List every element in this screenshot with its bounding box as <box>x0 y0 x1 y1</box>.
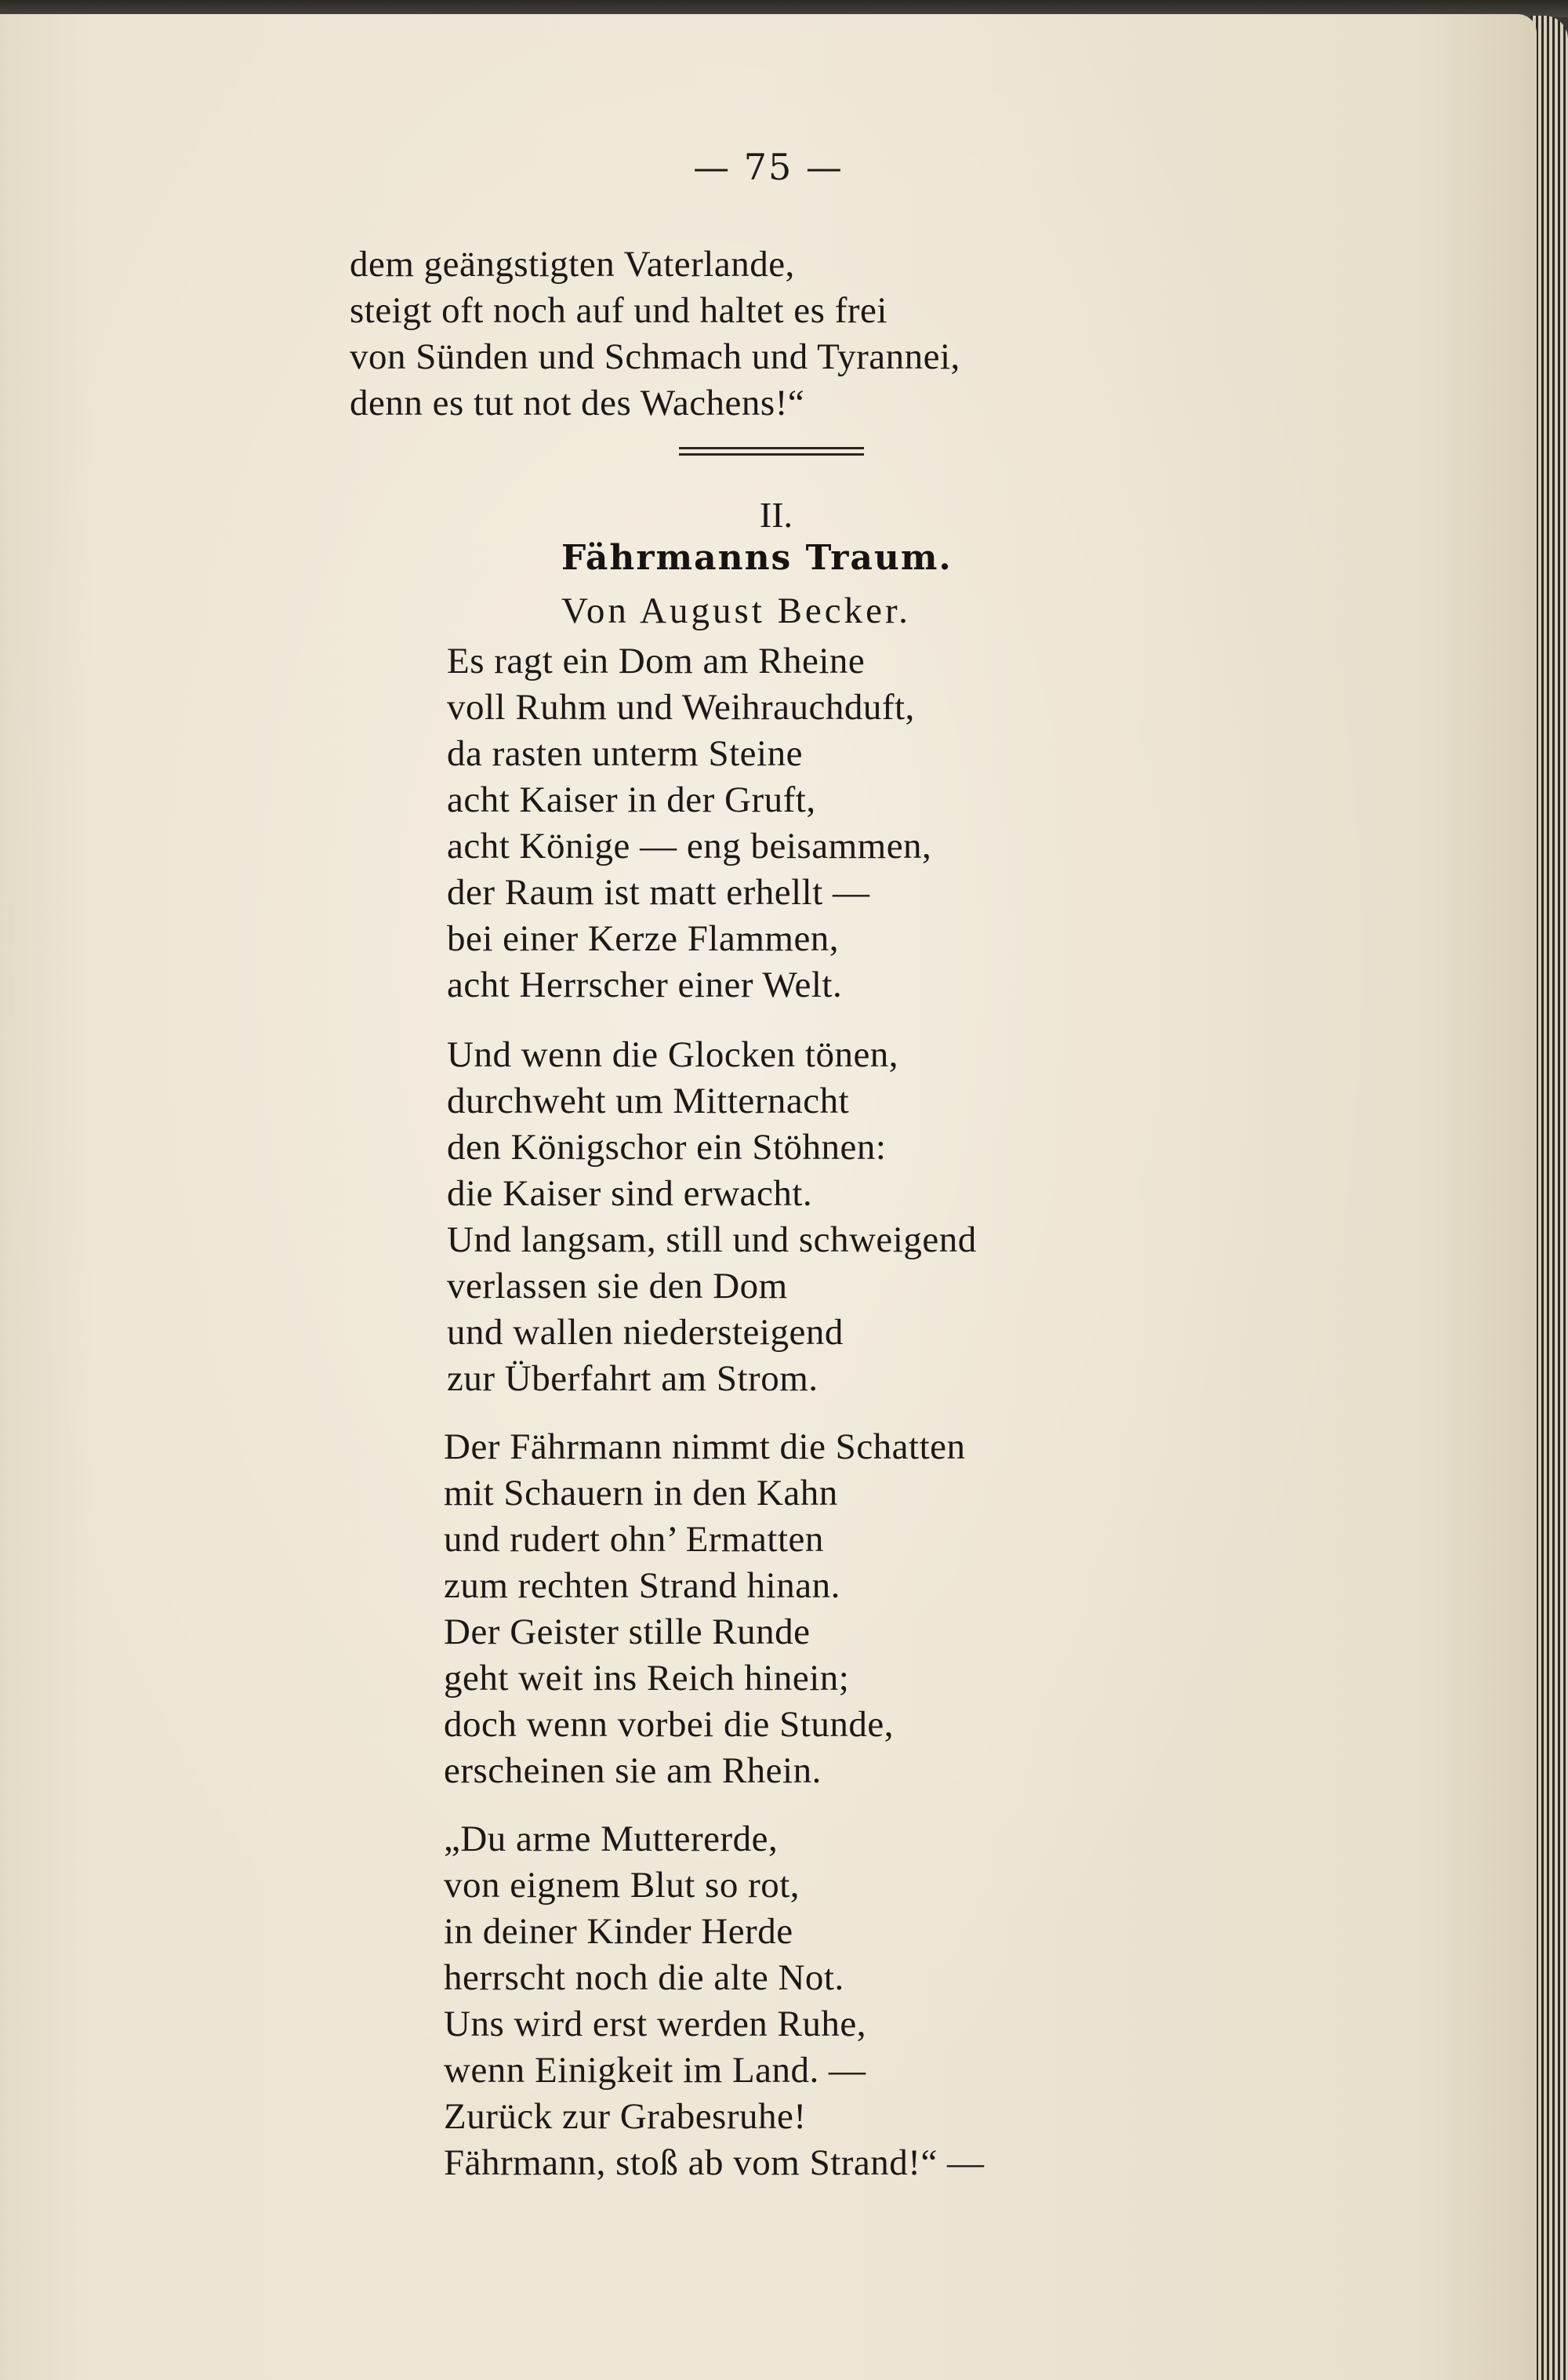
stanza1-line6: der Raum ist matt erhellt — <box>447 872 870 913</box>
book-page <box>0 14 1537 2380</box>
poem-author: Von August Becker. <box>561 590 911 631</box>
stanza3-line7: doch wenn vorbei die Stunde, <box>444 1704 894 1745</box>
stanza1-line3: da rasten unterm Steine <box>447 733 803 774</box>
opening-line-3: von Sünden und Schmach und Tyrannei, <box>350 336 960 377</box>
stanza2-line2: durchweht um Mitternacht <box>447 1081 850 1121</box>
section-numeral: II. <box>759 495 793 535</box>
stanza4-line3: in deiner Kinder Herde <box>444 1911 793 1952</box>
stanza2-line6: verlassen sie den Dom <box>447 1266 788 1306</box>
stanza4-line6: wenn Einigkeit im Land. — <box>444 2050 866 2091</box>
stanza3-line3: und rudert ohn’ Ermatten <box>444 1519 824 1560</box>
stanza1-line5: acht Könige — eng beisammen, <box>447 826 932 867</box>
stanza3-line4: zum rechten Strand hinan. <box>444 1565 840 1606</box>
stanza1-line7: bei einer Kerze Flammen, <box>447 918 840 959</box>
stanza2-line5: Und langsam, still und schweigend <box>447 1219 977 1260</box>
stanza2-line7: und wallen niedersteigend <box>447 1312 844 1353</box>
stanza2-line3: den Königschor ein Stöhnen: <box>447 1127 887 1168</box>
section-rule-bottom <box>679 453 864 456</box>
stanza2-line1: Und wenn die Glocken tönen, <box>447 1034 899 1075</box>
section-rule-top <box>679 447 864 449</box>
stanza1-line1: Es ragt ein Dom am Rheine <box>447 641 866 681</box>
stanza4-line5: Uns wird erst werden Ruhe, <box>444 2004 867 2044</box>
opening-line-2: steigt oft noch auf und haltet es frei <box>350 290 887 331</box>
poem-title: Fährmanns Traum. <box>561 538 953 578</box>
opening-line-1: dem geängstigten Vaterlande, <box>350 244 795 285</box>
stanza4-line1: „Du arme Muttererde, <box>444 1819 779 1859</box>
stanza3-line1: Der Fährmann nimmt die Schatten <box>444 1426 966 1467</box>
stanza3-line5: Der Geister stille Runde <box>444 1611 811 1652</box>
stanza3-line6: geht weit ins Reich hinein; <box>444 1658 850 1699</box>
stanza1-line4: acht Kaiser in der Gruft, <box>447 779 816 820</box>
stanza1-line2: voll Ruhm und Weihrauchduft, <box>447 687 915 728</box>
stanza4-line8: Fährmann, stoß ab vom Strand!“ — <box>444 2142 985 2183</box>
stanza4-line4: herrscht noch die alte Not. <box>444 1957 844 1998</box>
stanza2-line4: die Kaiser sind erwacht. <box>447 1173 813 1214</box>
stanza3-line2: mit Schauern in den Kahn <box>444 1473 838 1513</box>
stanza2-line8: zur Überfahrt am Strom. <box>447 1358 818 1399</box>
stanza3-line8: erscheinen sie am Rhein. <box>444 1750 822 1791</box>
opening-line-4: denn es tut not des Wachens!“ <box>350 383 805 423</box>
stanza1-line8: acht Herrscher einer Welt. <box>447 965 843 1005</box>
stanza4-line7: Zurück zur Grabesruhe! <box>444 2096 807 2137</box>
stanza4-line2: von eignem Blut so rot, <box>444 1865 800 1906</box>
page-number: — 75 — <box>693 146 844 188</box>
